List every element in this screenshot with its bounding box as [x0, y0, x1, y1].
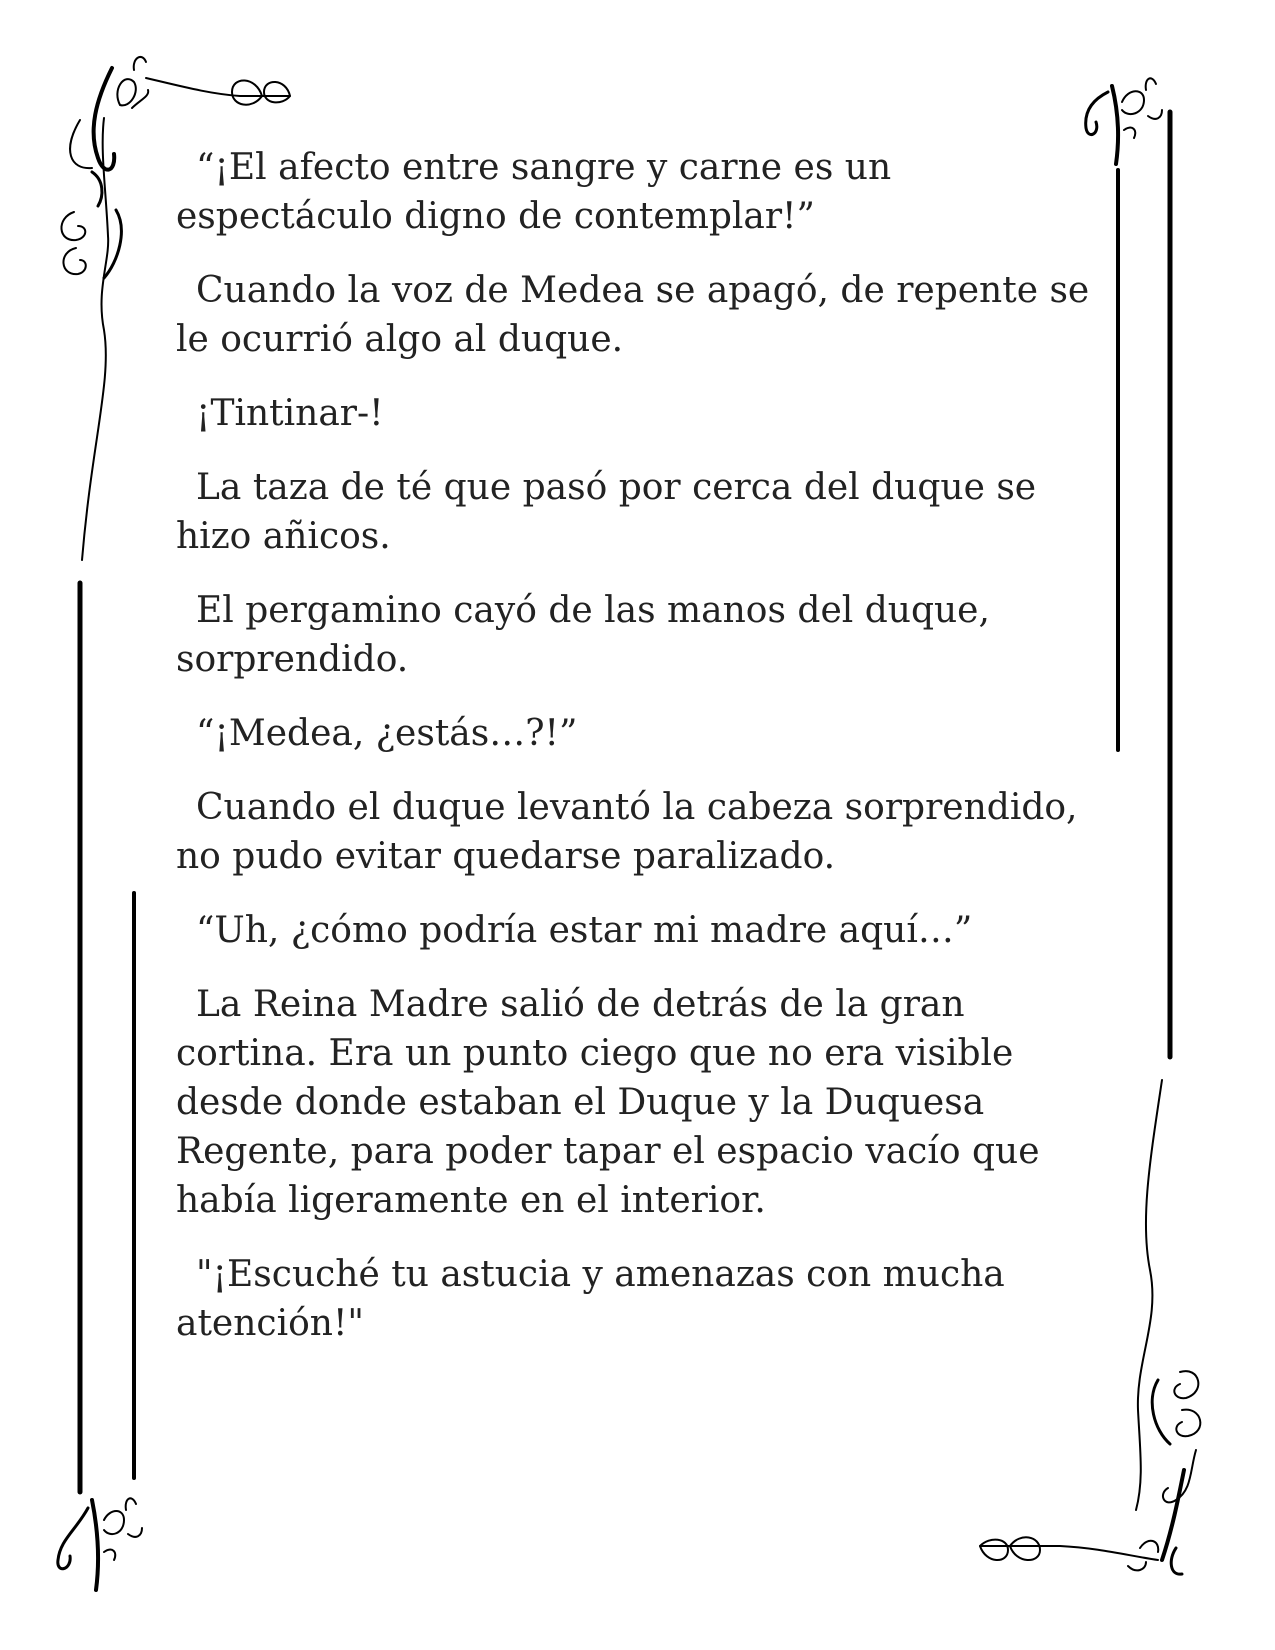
paragraph: Cuando el duque levantó la cabeza sorprendido, no pudo evitar quedarse paralizado.: [176, 787, 1078, 877]
paragraph: La taza de té que pasó por cerca del duque se hizo añicos.: [176, 467, 1037, 557]
top-right-flourish-ornament: [1086, 78, 1162, 164]
story-text-body: [176, 143, 1096, 1373]
paragraph: "¡Escuché tu astucia y amenazas con mucha atención!": [176, 1254, 1005, 1344]
paragraph: “Uh, ¿cómo podría estar mi madre aquí…”: [196, 910, 973, 951]
paragraph: “¡El afecto entre sangre y carne es un espectáculo digno de contemplar!”: [176, 147, 892, 237]
paragraph: El pergamino cayó de las manos del duque, sorprendido.: [176, 590, 990, 680]
paragraph: ¡Tintinar-!: [196, 393, 384, 434]
paragraph: “¡Medea, ¿estás…?!”: [196, 713, 578, 754]
paragraph: La Reina Madre salió de detrás de la gran cortina. Era un punto ciego que no era visible desde donde estaban el Duque y la Duquesa Regente, para poder tapar el espacio vacío que había ligeramente en el interior.: [176, 984, 1040, 1221]
paragraph: Cuando la voz de Medea se apagó, de repente se le ocurrió algo al duque.: [176, 270, 1090, 360]
bottom-left-flourish-ornament: [58, 1498, 142, 1590]
